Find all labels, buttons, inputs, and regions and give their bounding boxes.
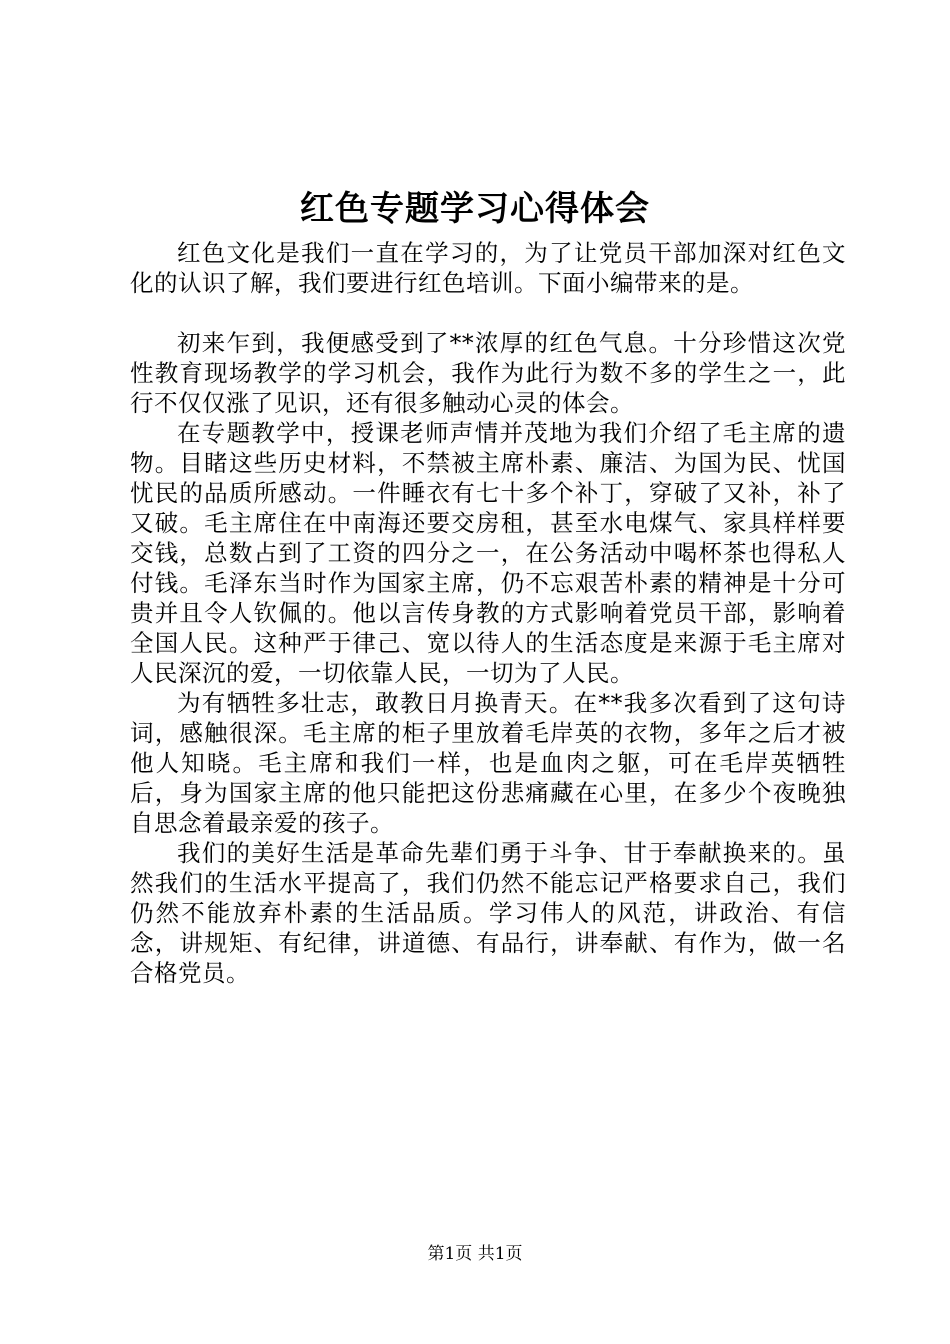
body-paragraph-conclusion: 我们的美好生活是革命先辈们勇于斗争、甘于奉献换来的。虽然我们的生活水平提高了，我们仍然不能忘记严格要求自己，我们仍然不能放弃朴素的生活品质。学习伟人的风范，讲政治、有信念，讲规矩、有纪律，讲道德、有品行，讲奉献、有作为，做一名合格党员。 <box>130 839 846 987</box>
page-number-footer: 第1页 共1页 <box>427 1244 523 1264</box>
body-paragraph-relics: 在专题教学中，授课老师声情并茂地为我们介绍了毛主席的遗物。目睹这些历史材料，不禁被主席朴素、廉洁、为国为民、忧国忧民的品质所感动。一件睡衣有七十多个补丁，穿破了又补，补了又破。毛主席住在中南海还要交房租，甚至水电煤气、家具样样要交钱，总数占到了工资的四分之一，在公务活动中喝杯茶也得私人付钱。毛泽东当时作为国家主席，仍不忘艰苦朴素的精神是十分可贵并且令人钦佩的。他以言传身教的方式影响着党员干部，影响着全国人民。这种严于律己、宽以待人的生活态度是来源于毛主席对人民深沉的爱，一切依靠人民，一切为了人民。 <box>130 419 846 687</box>
document-body <box>130 238 846 988</box>
body-paragraph-sacrifice: 为有牺牲多壮志，敢教日月换青天。在**我多次看到了这句诗词，感触很深。毛主席的柜子里放着毛岸英的衣物，多年之后才被他人知晓。毛主席和我们一样，也是血肉之躯，可在毛岸英牺牲后，身为国家主席的他只能把这份悲痛藏在心里，在多少个夜晚独自思念着最亲爱的孩子。 <box>130 689 846 837</box>
body-paragraph-arrival: 初来乍到，我便感受到了**浓厚的红色气息。十分珍惜这次党性教育现场教学的学习机会，我作为此行为数不多的学生之一，此行不仅仅涨了见识，还有很多触动心灵的体会。 <box>130 329 846 417</box>
document-title: 红色专题学习心得体会 <box>300 189 650 229</box>
intro-paragraph: 红色文化是我们一直在学习的，为了让党员干部加深对红色文化的认识了解，我们要进行红色培训。下面小编带来的是。 <box>130 239 846 297</box>
